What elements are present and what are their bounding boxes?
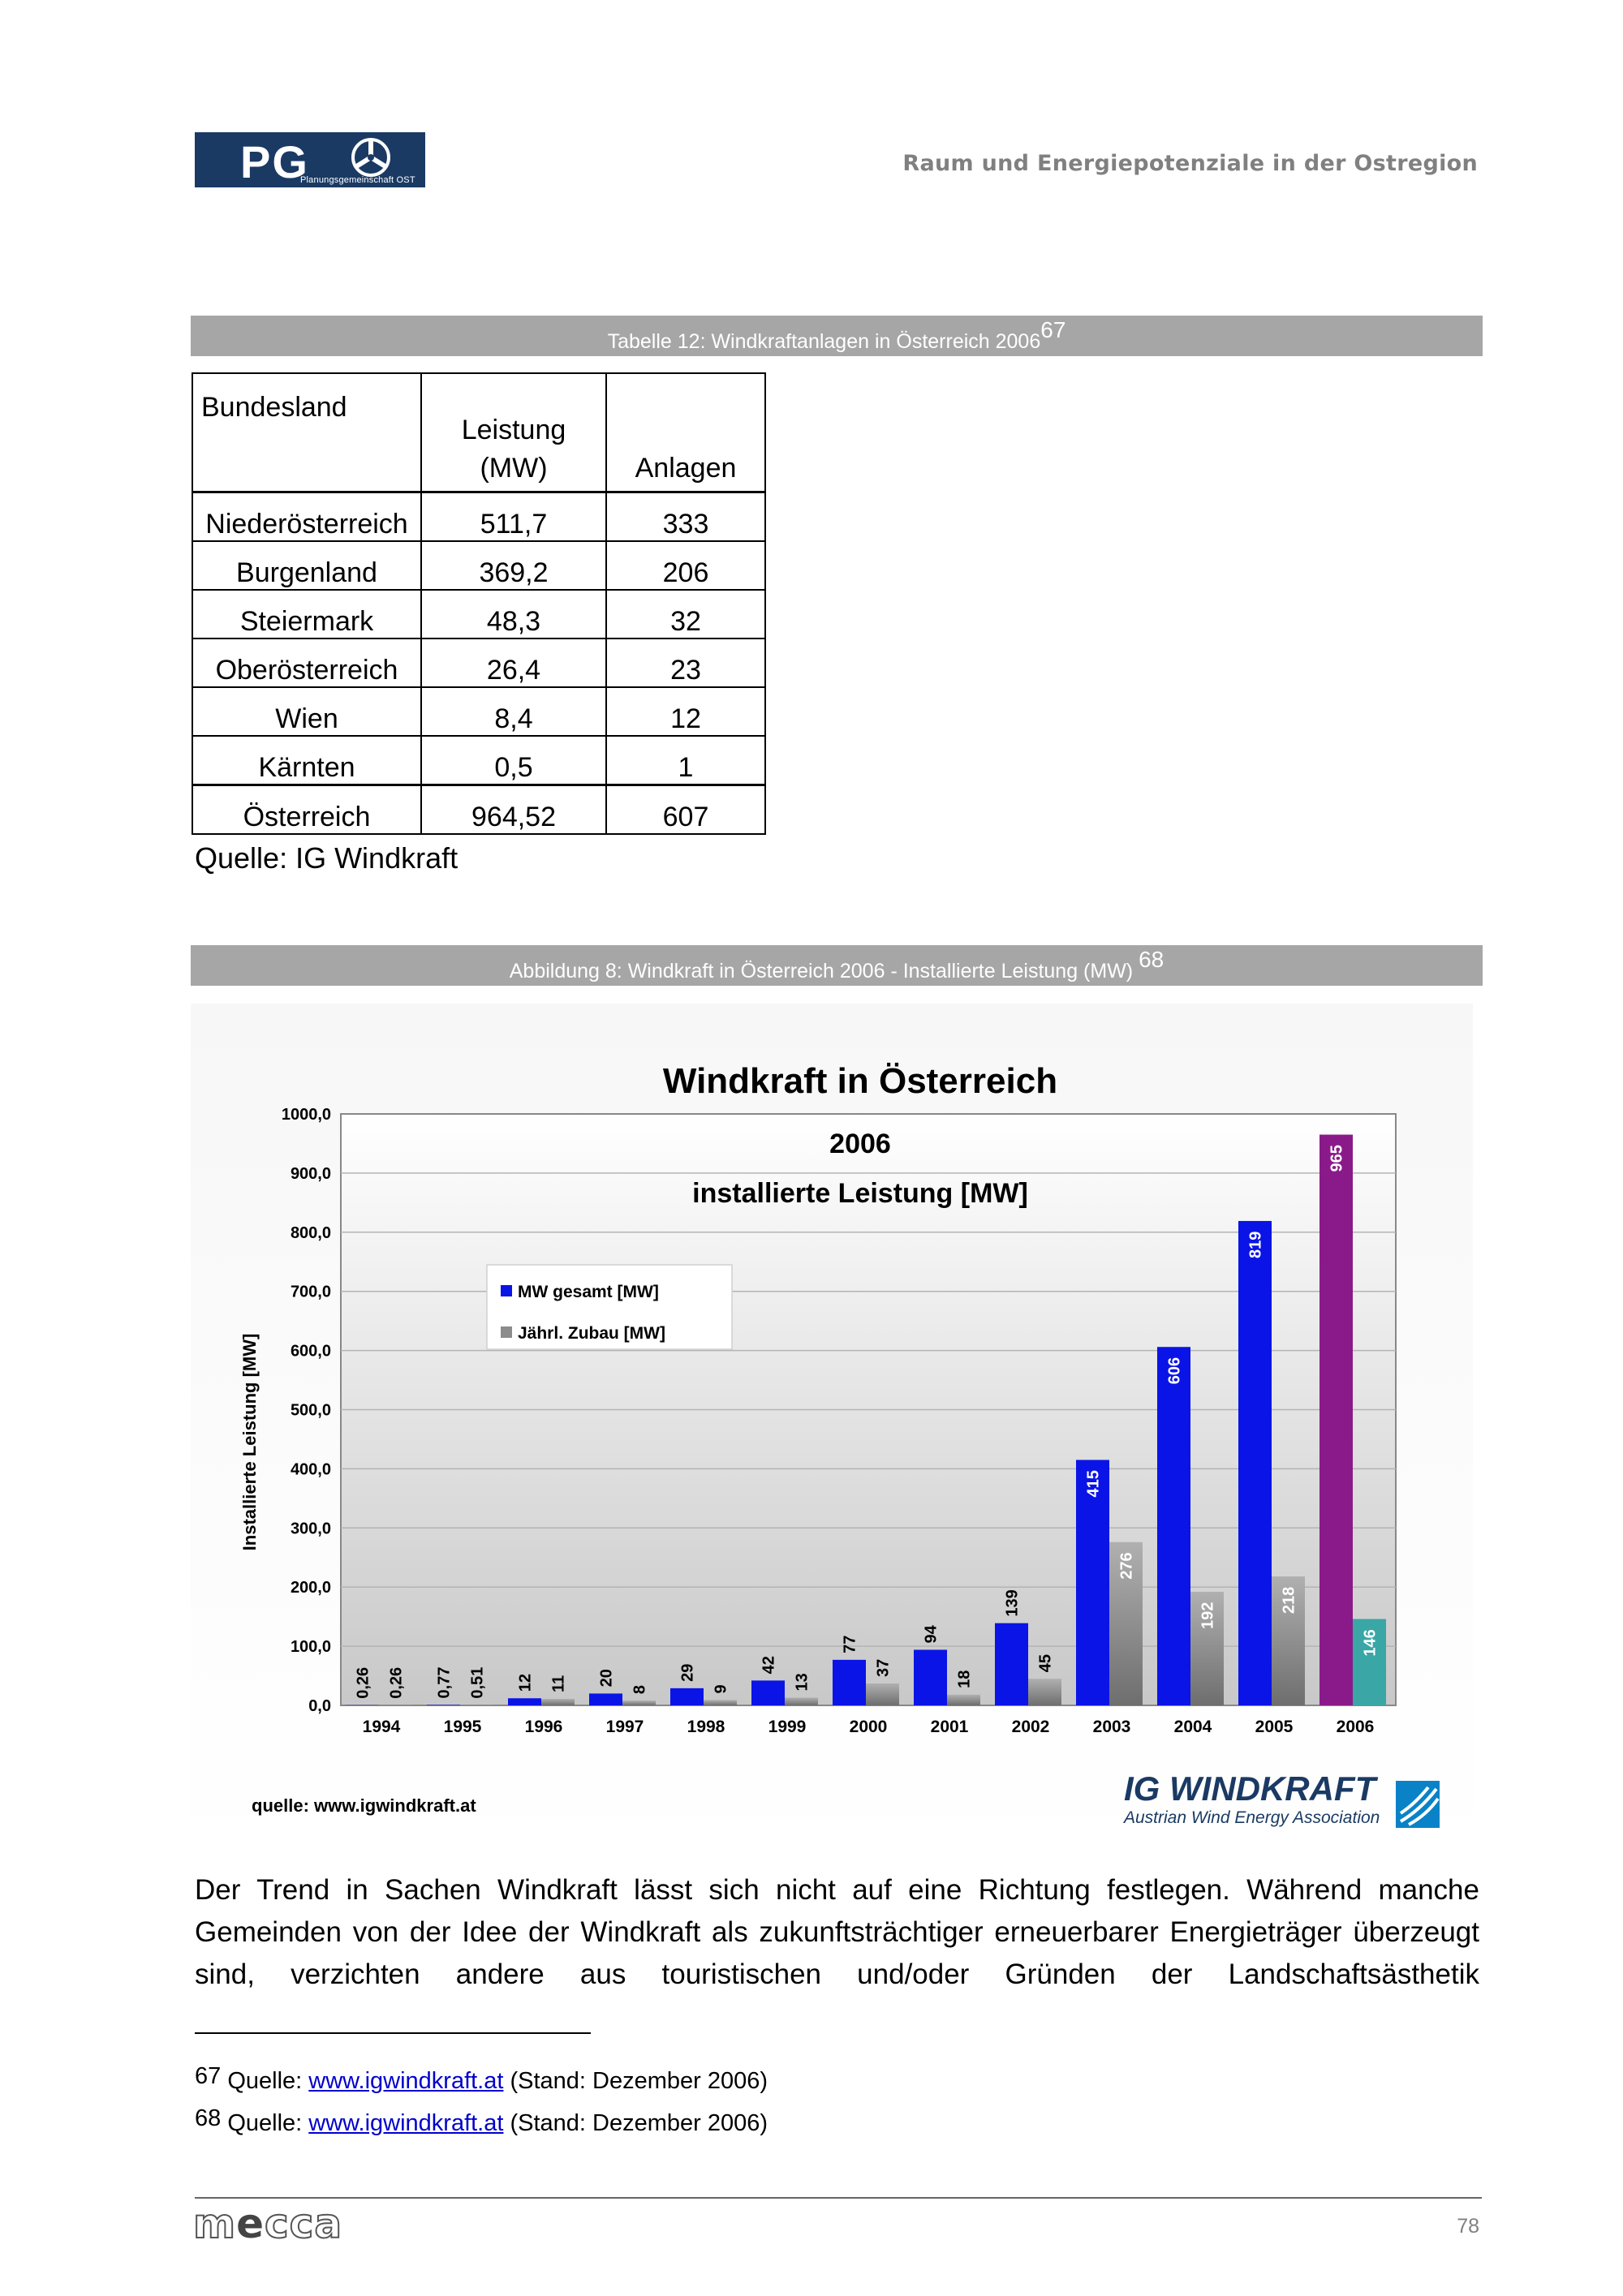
cell-bundesland: Burgenland (192, 541, 421, 590)
bar-gesamt (589, 1693, 622, 1705)
x-tick-label: 2002 (1011, 1718, 1050, 1736)
table-caption-text: Tabelle 12: Windkraftanlagen in Österreich 2006 (607, 330, 1041, 353)
brand-sub: Austrian Wind Energy Association (1124, 1808, 1380, 1827)
chart-svg (191, 1004, 1473, 1854)
x-tick-label: 2004 (1173, 1718, 1212, 1736)
cell-bundesland: Niederösterreich (192, 492, 421, 542)
x-tick-label: 1999 (768, 1718, 807, 1736)
y-axis-label: Installierte Leistung [MW] (239, 1333, 260, 1551)
bar-zubau (866, 1683, 899, 1705)
cell-bundesland: Kärnten (192, 736, 421, 785)
bar-gesamt-label: 0,26 (354, 1666, 372, 1699)
figure-caption-ref: 68 (1139, 946, 1165, 972)
y-tick-label: 500,0 (290, 1401, 331, 1420)
cell-anlagen: 333 (606, 492, 765, 542)
cell-anlagen: 1 (606, 736, 765, 785)
cell-leistung: 26,4 (421, 638, 606, 687)
header-leistung (421, 373, 606, 492)
legend-label-gesamt: MW gesamt [MW] (518, 1283, 659, 1301)
total-bundesland: Österreich (192, 785, 421, 835)
bar-gesamt (670, 1688, 704, 1705)
header-title: Raum und Energiepotenziale in der Ostregion (902, 151, 1478, 176)
bar-gesamt-label: 94 (922, 1625, 941, 1644)
footnote-suffix: (Stand: Dezember 2006) (503, 2110, 768, 2136)
y-tick-label: 300,0 (290, 1520, 331, 1538)
footnote-67 (195, 2063, 768, 2095)
footnote-suffix: (Stand: Dezember 2006) (503, 2068, 768, 2094)
x-tick-label: 2001 (930, 1718, 969, 1736)
legend-swatch-zubau (501, 1326, 512, 1338)
table-row (192, 736, 765, 785)
bar-gesamt-label: 819 (1246, 1231, 1265, 1258)
bar-zubau-label: 192 (1199, 1602, 1217, 1630)
bar-zubau-label: 45 (1036, 1653, 1055, 1673)
bar-zubau-label: 276 (1117, 1552, 1136, 1580)
x-tick-label: 1998 (687, 1718, 725, 1736)
bar-gesamt (751, 1680, 785, 1705)
rotor-icon (351, 137, 391, 178)
bar-gesamt (1319, 1135, 1353, 1705)
cell-bundesland: Wien (192, 687, 421, 736)
bar-zubau-label: 0,51 (468, 1666, 487, 1699)
header-bundesland: Bundesland (192, 373, 421, 492)
cell-anlagen: 32 (606, 590, 765, 638)
header-anlagen-label: Anlagen (635, 453, 737, 484)
footnote-rule (195, 2032, 591, 2034)
bar-zubau-label: 218 (1280, 1586, 1298, 1615)
cell-leistung: 369,2 (421, 541, 606, 590)
bar-gesamt (833, 1660, 866, 1705)
table-row (192, 492, 765, 542)
bar-gesamt-label: 77 (841, 1635, 859, 1653)
brand-name: IG WINDKRAFT (1124, 1769, 1376, 1808)
legend-swatch-gesamt (501, 1285, 512, 1296)
cell-anlagen: 206 (606, 541, 765, 590)
bar-zubau (704, 1700, 737, 1705)
footnote-prefix: Quelle: (227, 2110, 309, 2136)
figure-caption-text: Abbildung 8: Windkraft in Österreich 2006 - Installierte Leistung (MW) (509, 960, 1134, 982)
bar-zubau-label: 11 (549, 1675, 568, 1692)
windkraft-chart (191, 1004, 1473, 1854)
footer-rule (195, 2197, 1482, 2199)
bar-zubau-label: 9 (712, 1684, 730, 1694)
x-tick-label: 2000 (849, 1718, 888, 1736)
x-tick-label: 1995 (443, 1718, 482, 1736)
ig-windkraft-brand (1122, 1769, 1440, 1828)
x-tick-label: 1996 (524, 1718, 563, 1736)
cell-leistung: 0,5 (421, 736, 606, 785)
bar-zubau (541, 1699, 575, 1705)
figure-caption (191, 945, 1483, 986)
logo-text: PG (240, 136, 309, 187)
bar-zubau-label: 146 (1361, 1629, 1380, 1657)
logo-subtitle: Planungsgemeinschaft OST (300, 175, 415, 185)
bar-gesamt-label: 965 (1328, 1145, 1346, 1172)
bar-gesamt-label: 20 (597, 1669, 616, 1688)
bar-gesamt (995, 1623, 1028, 1705)
bar-zubau-label: 13 (793, 1673, 812, 1692)
footnote-prefix: Quelle: (227, 2068, 309, 2094)
x-tick-label: 1997 (605, 1718, 644, 1736)
y-tick-label: 900,0 (290, 1164, 331, 1183)
cell-bundesland: Steiermark (192, 590, 421, 638)
bar-gesamt-label: 42 (760, 1656, 778, 1675)
y-tick-label: 700,0 (290, 1283, 331, 1301)
bar-zubau-label: 18 (955, 1670, 974, 1688)
header-leistung-line1: Leistung (461, 415, 566, 445)
bar-zubau-label: 8 (631, 1685, 649, 1695)
y-tick-label: 200,0 (290, 1579, 331, 1597)
footnote-number: 67 (195, 2063, 222, 2089)
cell-leistung: 511,7 (421, 492, 606, 542)
y-tick-label: 100,0 (290, 1638, 331, 1657)
x-tick-label: 1994 (362, 1718, 401, 1736)
cell-anlagen: 12 (606, 687, 765, 736)
total-anlagen: 607 (606, 785, 765, 835)
table-row (192, 638, 765, 687)
bar-zubau-label: 0,26 (387, 1666, 406, 1699)
table-caption (191, 316, 1483, 356)
bar-gesamt-label: 415 (1084, 1470, 1103, 1498)
footnote-68 (195, 2105, 768, 2137)
bar-gesamt (1157, 1347, 1190, 1705)
table-row (192, 687, 765, 736)
y-tick-label: 0,0 (308, 1697, 331, 1715)
mecca-logo: mecca (193, 2200, 343, 2247)
cell-anlagen: 23 (606, 638, 765, 687)
header-anlagen (606, 373, 765, 492)
body-paragraph: Der Trend in Sachen Windkraft lässt sich nicht auf eine Richtung festlegen. Während manche Gemeinden von der Idee der Windkraft als zukunftsträchtiger erneuerbarer Energieträger überzeugt sind, verzichten andere aus touristischen und/oder Gründen der Landschaftsästhetik (195, 1874, 1479, 1990)
x-tick-label: 2006 (1336, 1718, 1375, 1736)
bar-gesamt (508, 1698, 541, 1705)
windkraft-table (192, 372, 766, 835)
pg-logo (195, 132, 425, 187)
table-row (192, 590, 765, 638)
table-header-row (192, 373, 765, 492)
cell-leistung: 48,3 (421, 590, 606, 638)
y-tick-label: 600,0 (290, 1342, 331, 1361)
brand-wave-icon (1396, 1781, 1440, 1828)
bar-zubau (1028, 1679, 1061, 1705)
bar-zubau-label: 37 (874, 1658, 893, 1678)
bar-gesamt (914, 1649, 947, 1705)
y-tick-label: 400,0 (290, 1460, 331, 1479)
header-leistung-line2: (MW) (480, 453, 548, 484)
table-total-row (192, 785, 765, 835)
bar-gesamt-label: 29 (678, 1663, 697, 1682)
bar-zubau (947, 1695, 980, 1705)
table-source: Quelle: IG Windkraft (195, 841, 458, 875)
total-leistung: 964,52 (421, 785, 606, 835)
chart-title: Windkraft in Österreich (662, 1061, 1058, 1101)
chart-source-note: quelle: www.igwindkraft.at (252, 1795, 476, 1816)
cell-bundesland: Oberösterreich (192, 638, 421, 687)
legend-label-zubau: Jährl. Zubau [MW] (518, 1324, 665, 1343)
cell-leistung: 8,4 (421, 687, 606, 736)
y-tick-label: 800,0 (290, 1223, 331, 1242)
chart-subtitle-year: 2006 (829, 1129, 891, 1159)
footnote-link[interactable]: www.igwindkraft.at (308, 2068, 504, 2094)
footnote-number: 68 (195, 2105, 222, 2131)
chart-subtitle-unit: installierte Leistung [MW] (692, 1178, 1028, 1209)
page-number: 78 (1457, 2215, 1479, 2238)
bar-gesamt-label: 0,77 (435, 1666, 454, 1699)
x-tick-label: 2005 (1255, 1718, 1294, 1736)
bar-gesamt-label: 12 (516, 1674, 535, 1692)
bar-gesamt-label: 606 (1165, 1357, 1184, 1385)
footnote-link[interactable]: www.igwindkraft.at (308, 2110, 504, 2136)
bar-zubau (622, 1701, 656, 1705)
bar-gesamt-label: 139 (1003, 1589, 1022, 1617)
x-tick-label: 2003 (1092, 1718, 1131, 1736)
table-caption-ref: 67 (1040, 316, 1066, 342)
bar-gesamt (1238, 1221, 1272, 1705)
bar-zubau (785, 1698, 818, 1705)
table-row (192, 541, 765, 590)
y-tick-label: 1000,0 (281, 1106, 331, 1124)
